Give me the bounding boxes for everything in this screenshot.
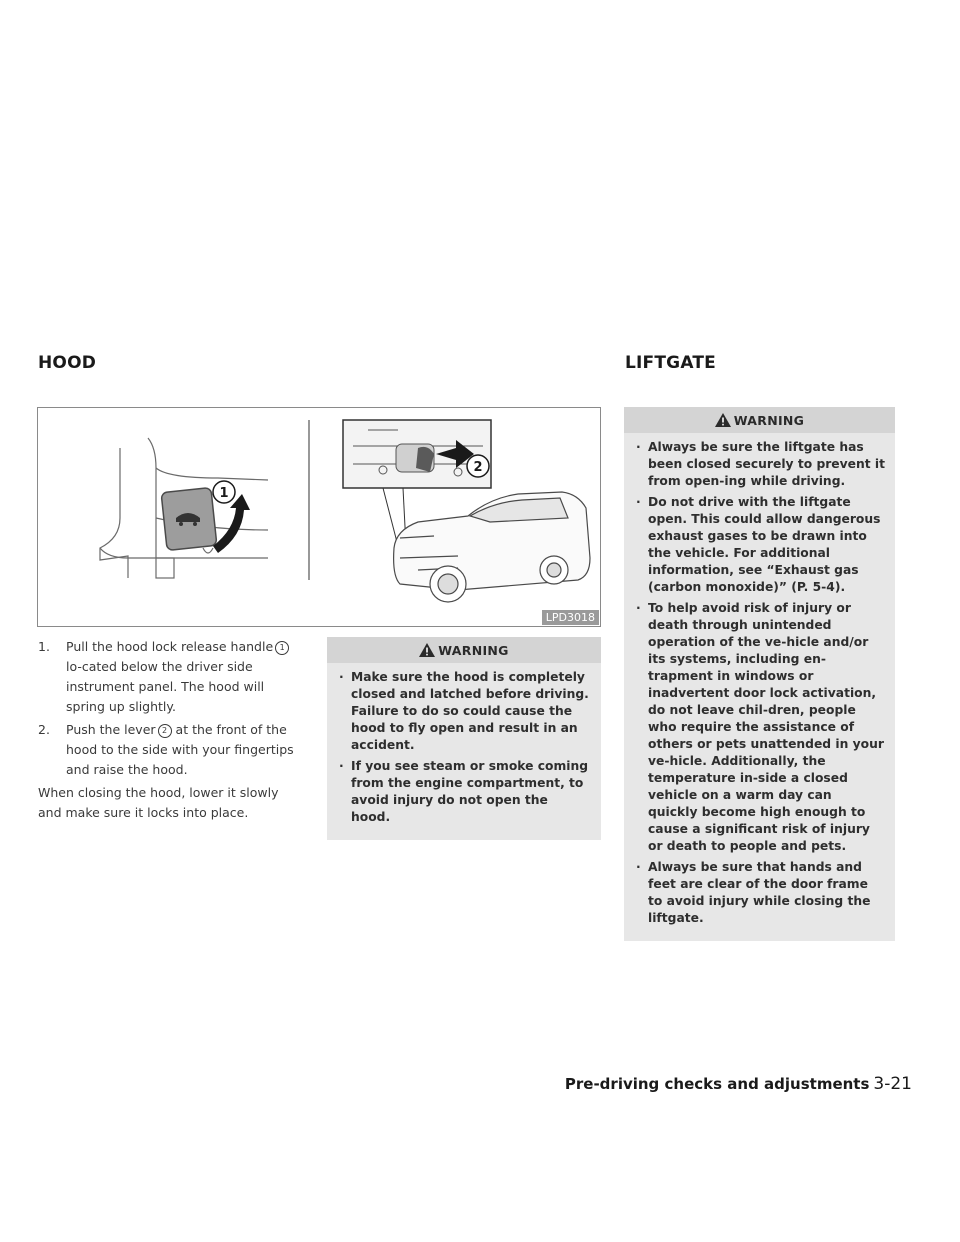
svg-text:2: 2	[473, 460, 483, 475]
warning-header	[624, 407, 895, 433]
callout-1-icon: 1	[275, 641, 289, 655]
hood-release-figure	[37, 407, 601, 627]
svg-text:1: 1	[219, 486, 229, 501]
chapter-title: Pre-driving checks and adjustments	[564, 1075, 870, 1093]
liftgate-section-title: LIFTGATE	[625, 353, 716, 373]
warning-triangle-icon	[419, 643, 435, 657]
warning-item: · To help avoid risk of injury or death through unintended operation of the ve-hicle and/or its systems, including en-trapment in windows or inadvertent door lock activation, do not leave chil-dren, people who require the assistance of others or pets unattended in your ve-hicle. Additionally, the temperature in-side a closed vehicle on a warm day can quickly become high enough to cause a significant risk of injury or death to people and pets.	[634, 600, 885, 855]
step-text-after: at the front of the hood to the side with your fingertips and raise the hood.	[66, 722, 294, 777]
hood-instructions	[38, 637, 300, 823]
vehicle-illustration	[394, 492, 590, 602]
step-1	[38, 637, 300, 717]
closing-note: When closing the hood, lower it slowly and make sure it locks into place.	[38, 785, 279, 820]
hood-release-handle	[161, 488, 217, 551]
callout-1	[213, 481, 235, 503]
warning-triangle-icon	[715, 413, 731, 427]
warning-heading: WARNING	[438, 642, 509, 658]
step-number: 1.	[38, 639, 50, 654]
warning-item: · Always be sure the liftgate has been closed securely to prevent it from open-ing while driving.	[634, 439, 885, 490]
step-2	[38, 720, 300, 780]
step-text-before: Pull the hood lock release handle	[66, 639, 274, 654]
hood-warning-box	[327, 637, 601, 840]
step-text-after: lo-cated below the driver side instrument panel. The hood will spring up slightly.	[66, 659, 265, 714]
callout-2	[467, 455, 489, 477]
warning-heading: WARNING	[733, 412, 805, 428]
warning-item: · If you see steam or smoke coming from the engine compartment, to avoid injury do not open the hood.	[337, 758, 591, 826]
liftgate-warning-box	[624, 407, 895, 941]
step-number: 2.	[38, 722, 50, 737]
pull-arrow-icon	[213, 494, 250, 553]
page-number: 3-21	[873, 1074, 912, 1094]
warning-item: · Always be sure that hands and feet are clear of the door frame to avoid injury while closing the liftgate.	[634, 859, 885, 927]
hood-section-title: HOOD	[38, 353, 97, 373]
page-footer	[565, 1074, 912, 1094]
step-text-before: Push the lever	[66, 722, 156, 737]
warning-item: · Make sure the hood is completely closed and latched before driving. Failure to do so could cause the hood to fly open and result in an accident.	[337, 669, 591, 754]
warning-item: · Do not drive with the liftgate open. This could allow dangerous exhaust gases to be drawn into the vehicle. For additional information, see “Exhaust gas (carbon monoxide)” (P. 5-4).	[634, 494, 885, 596]
hood-release-illustration	[38, 408, 600, 626]
warning-header	[327, 637, 601, 663]
callout-2-icon: 2	[158, 724, 172, 738]
figure-label: LPD3018	[542, 610, 599, 625]
